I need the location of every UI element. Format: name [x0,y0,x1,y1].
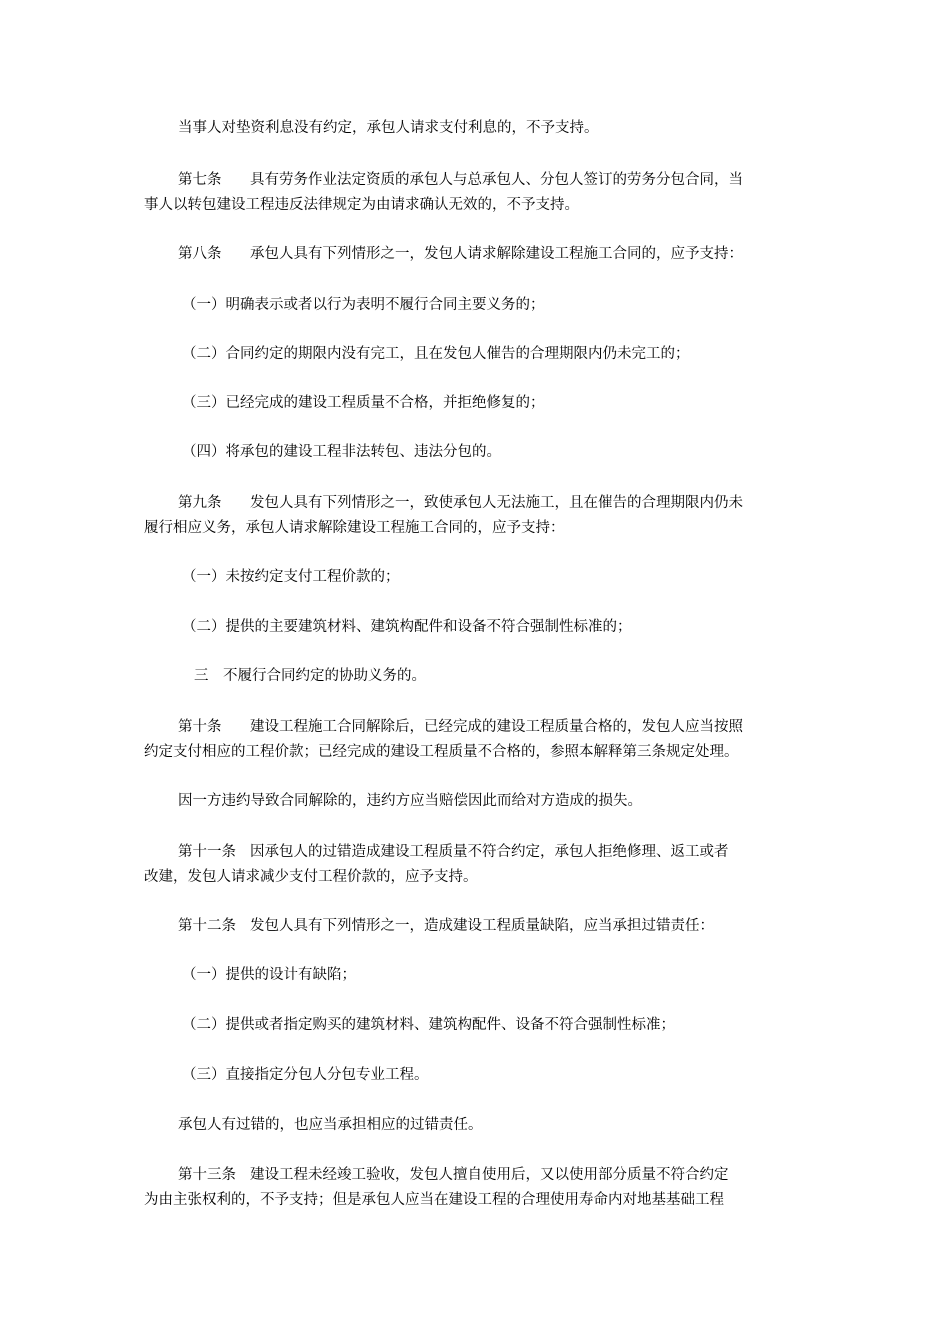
article-10-heading: 第十条 [178,719,222,735]
article-9-item-1: （一）未按约定支付工程价款的； [182,569,400,585]
paragraph-interest: 当事人对垫资利息没有约定，承包人请求支付利息的，不予支持。 [178,120,599,136]
article-7-text-1: 具有劳务作业法定资质的承包人与总承包人、分包人签订的劳务分包合同，当 [250,172,743,188]
article-13-line-1 [178,1166,808,1184]
article-9-item-3: 三 不履行合同约定的协助义务的。 [194,668,426,684]
article-9-line-1 [178,494,808,512]
article-9-line-2: 履行相应义务，承包人请求解除建设工程施工合同的，应予支持： [144,520,565,536]
article-13-heading: 第十三条 [178,1167,236,1183]
article-7-line-1 [178,171,808,189]
article-7-line-2: 事人以转包建设工程违反法律规定为由请求确认无效的，不予支持。 [144,197,579,213]
article-11-line-2: 改建，发包人请求减少支付工程价款的，应予支持。 [144,869,478,885]
article-9-text-1: 发包人具有下列情形之一，致使承包人无法施工，且在催告的合理期限内仍未 [250,495,743,511]
article-12-heading: 第十二条 [178,918,236,934]
article-11-heading: 第十一条 [178,844,236,860]
article-13-text-1: 建设工程未经竣工验收，发包人擅自使用后，又以使用部分质量不符合约定 [250,1167,729,1183]
article-12-text-1: 发包人具有下列情形之一，造成建设工程质量缺陷，应当承担过错责任： [250,918,714,934]
paragraph-breach-loss: 因一方违约导致合同解除的，违约方应当赔偿因此而给对方造成的损失。 [178,793,642,809]
article-8-item-4: （四）将承包的建设工程非法转包、违法分包的。 [182,444,501,460]
paragraph-contractor-fault: 承包人有过错的，也应当承担相应的过错责任。 [178,1117,483,1133]
article-8-line-1 [178,245,842,263]
article-8-item-1: （一）明确表示或者以行为表明不履行合同主要义务的； [182,297,545,313]
article-7-heading: 第七条 [178,172,222,188]
article-12-line-1 [178,917,842,935]
article-12-item-2: （二）提供或者指定购买的建筑材料、建筑构配件、设备不符合强制性标准； [182,1017,675,1033]
article-8-item-2: （二）合同约定的期限内没有完工，且在发包人催告的合理期限内仍未完工的； [182,346,690,362]
article-13-line-2: 为由主张权利的，不予支持；但是承包人应当在建设工程的合理使用寿命内对地基基础工程 [144,1192,724,1208]
article-10-line-1 [178,718,808,736]
article-11-line-1 [178,843,808,861]
article-12-item-3: （三）直接指定分包人分包专业工程。 [182,1067,429,1083]
article-8-text-1: 承包人具有下列情形之一，发包人请求解除建设工程施工合同的，应予支持： [250,246,743,262]
article-9-heading: 第九条 [178,495,222,511]
article-10-line-2: 约定支付相应的工程价款；已经完成的建设工程质量不合格的，参照本解释第三条规定处理。 [144,744,739,760]
article-10-text-1: 建设工程施工合同解除后，已经完成的建设工程质量合格的，发包人应当按照 [250,719,743,735]
article-11-text-1: 因承包人的过错造成建设工程质量不符合约定，承包人拒绝修理、返工或者 [250,844,729,860]
article-8-item-3: （三）已经完成的建设工程质量不合格，并拒绝修复的； [182,395,545,411]
article-12-item-1: （一）提供的设计有缺陷； [182,967,356,983]
article-8-heading: 第八条 [178,246,222,262]
article-9-item-2: （二）提供的主要建筑材料、建筑构配件和设备不符合强制性标准的； [182,619,632,635]
